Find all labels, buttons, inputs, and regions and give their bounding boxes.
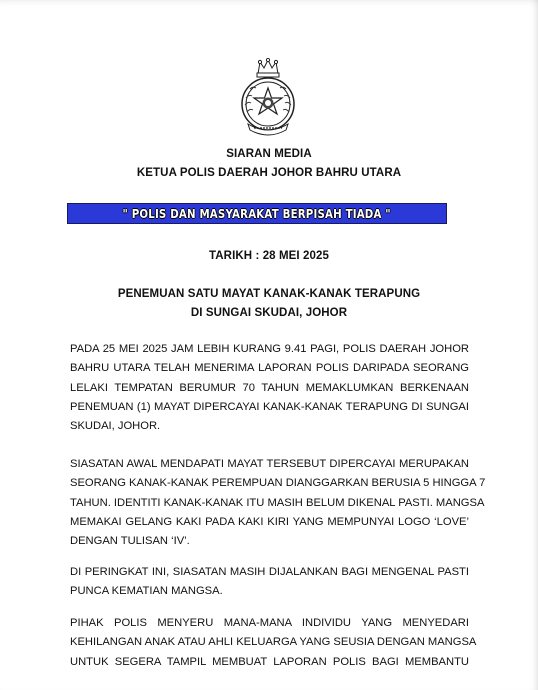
paragraph-line: PUNCA KEMATIAN MANGSA. (70, 585, 223, 598)
paragraph-line: KEHILANGAN ANAK ATAU AHLI KELUARGA YANG SEUSIA DENGAN MANGSA (70, 636, 477, 649)
paragraph-line: SIASATAN AWAL MENDAPATI MAYAT TERSEBUT DIPERCAYAI MERUPAKAN (70, 458, 469, 470)
paragraph-line: DI PERINGKAT INI, SIASATAN MASIH DIJALANKAN BAGI MENGENAL PASTI (70, 566, 469, 578)
paragraph-line: TAHUN. IDENTITI KANAK-KANAK ITU MASIH BELUM DIKENAL PASTI. MANGSA (70, 496, 485, 509)
date-line: TARIKH : 28 MEI 2025 (208, 250, 329, 262)
paragraph-line: PENEMUAN (1) MAYAT DIPERCAYAI KANAK-KANAK TERAPUNG DI SUNGAI (70, 400, 469, 413)
paragraph-3 (70, 563, 469, 602)
paragraph-line: LELAKI TEMPATAN BERUMUR 70 TAHUN MEMAKLUMKAN BERKENAAN (70, 381, 469, 394)
district-police-chief-subtitle: KETUA POLIS DAERAH JOHOR BAHRU UTARA (136, 167, 402, 179)
paragraph-1 (70, 340, 469, 436)
paragraph-line: PIHAK POLIS MENYERU MANA-MANA INDIVIDU YANG MENYEDARI (70, 617, 469, 629)
paragraph-line: SKUDAI, JOHOR. (70, 420, 161, 433)
paragraph-line: DENGAN TULISAN ‘IV’. (70, 535, 190, 548)
motto-text: " POLIS DAN MASYARAKAT BERPISAH TIADA " (122, 206, 392, 221)
paragraph-2 (70, 455, 486, 551)
paragraph-line: UNTUK SEGERA TAMPIL MEMBUAT LAPORAN POLIS BAGI MEMBANTU (70, 655, 469, 668)
motto-banner (67, 203, 447, 224)
royal-malaysia-police-crest-icon (236, 58, 300, 136)
paragraph-line: SEORANG KANAK-KANAK PEREMPUAN DIANGGARKAN BERUSIA 5 HINGGA 7 (70, 477, 486, 490)
paragraph-4 (70, 614, 477, 672)
paragraph-line: MEMAKAI GELANG KAKI PADA KAKI KIRI YANG MEMPUNYAI LOGO ‘LOVE’ (70, 515, 469, 528)
media-release-title: SIARAN MEDIA (226, 148, 312, 160)
paragraph-line: PADA 25 MEI 2025 JAM LEBIH KURANG 9.41 PAGI, POLIS DAERAH JOHOR (70, 343, 469, 355)
headline-line-2: DI SUNGAI SKUDAI, JOHOR (190, 307, 348, 319)
headline-line-1: PENEMUAN SATU MAYAT KANAK-KANAK TERAPUNG (117, 288, 421, 300)
paragraph-line: BAHRU UTARA TELAH MENERIMA LAPORAN POLIS DARIPADA SEORANG (70, 362, 469, 375)
